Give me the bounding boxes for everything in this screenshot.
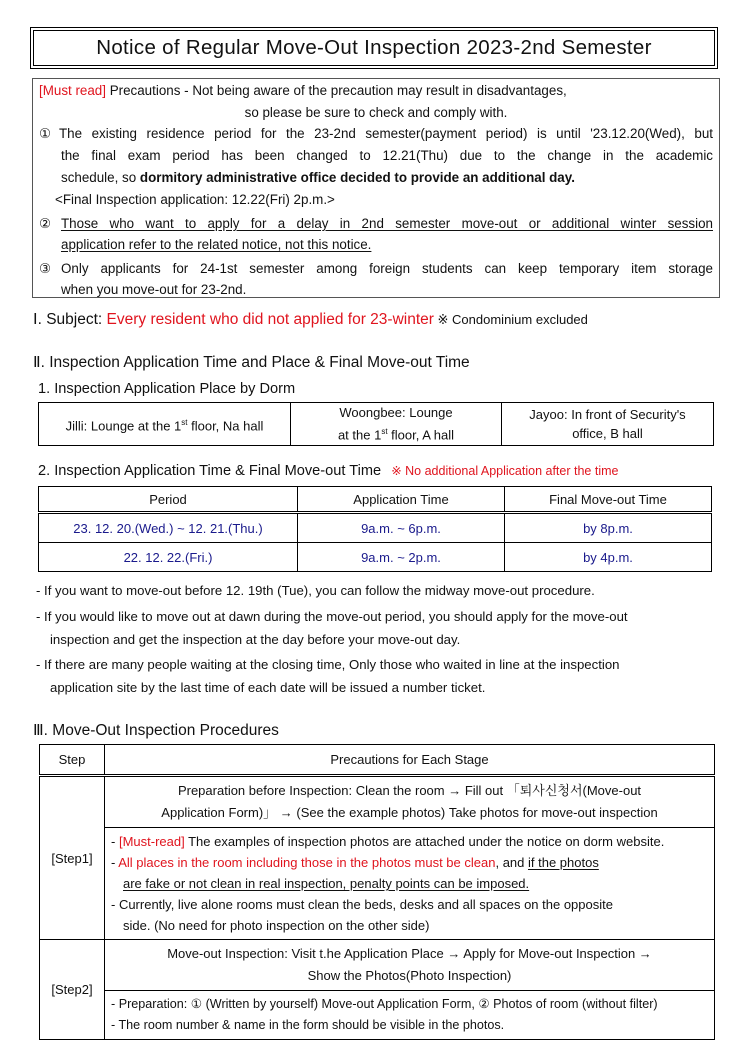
place-jayoo	[502, 403, 714, 446]
time-subheading	[38, 463, 618, 479]
step2-bullet-1: - Preparation: ① (Written by yourself) Move-out Application Form, ② Photos of room (without filter)	[111, 997, 658, 1011]
bullet-waiting-line1: - If there are many people waiting at the closing time, Only those who waited in line at the inspection	[36, 657, 620, 672]
place-woongbee-line1: Woongbee: Lounge	[339, 405, 453, 421]
item3-line1: Only applicants for 24-1st semester among foreign students can keep temporary item storage	[61, 261, 713, 276]
place-jilli-text-2: floor, Na hall	[187, 418, 264, 434]
procedures-header	[40, 745, 715, 776]
final-inspection-note: <Final Inspection application: 12.22(Fri) 2p.m.>	[55, 192, 335, 207]
header-application-time: Application Time	[298, 487, 505, 513]
precautions-intro	[39, 80, 713, 102]
step2-label: [Step2]	[40, 940, 105, 1040]
header-step: Step	[40, 745, 105, 776]
item3-marker: ③	[39, 261, 52, 276]
step1-head	[105, 776, 715, 828]
bullet-dawn-line1: - If you would like to move out at dawn during the move-out period, you should apply for the move-out	[36, 609, 628, 624]
item1-line3-bold: dormitory administrative office decided to provide an additional day.	[139, 170, 575, 185]
time-subheading-text: 2. Inspection Application Time & Final Move-out Time	[38, 463, 382, 479]
step2-row	[40, 940, 715, 991]
item1-line1: The existing residence period for the 23-2nd semester(payment period) is until '23.12.20(Wed), but	[59, 126, 713, 141]
precautions-box	[32, 78, 720, 298]
item2-marker: ②	[39, 216, 52, 231]
step1-bullet-1-text: The examples of inspection photos are attached under the notice on dorm website.	[184, 834, 665, 849]
time-table	[38, 486, 712, 572]
place-woongbee-line2: at the 1	[337, 427, 382, 443]
section1-label: Subject:	[41, 311, 107, 328]
period-cell: 23. 12. 20.(Wed.) ~ 12. 21.(Thu.)	[39, 513, 298, 543]
section2-heading: Ⅱ. Inspection Application Time and Place & Final Move-out Time	[33, 354, 470, 371]
page-title: Notice of Regular Move-Out Inspection 2023-2nd Semester	[33, 30, 715, 66]
item2-line2: application refer to the related notice, not this notice.	[61, 237, 372, 252]
time-table-header	[39, 487, 712, 513]
item1-line3	[61, 167, 713, 189]
table-row	[39, 543, 712, 572]
step1-bullet-3-line1: - Currently, live alone rooms must clean the beds, desks and all spaces on the opposite	[111, 897, 613, 912]
final-time-cell: by 4p.m.	[505, 543, 712, 572]
subject-text: Every resident who did not applied for 23-winter	[106, 311, 434, 328]
header-precautions: Precautions for Each Stage	[105, 745, 715, 776]
item1-line3-a: schedule, so	[61, 170, 140, 185]
step1-bullet-3-line2: side. (No need for photo inspection on the other side)	[123, 918, 430, 933]
step1-details	[105, 828, 715, 940]
item2-line1: Those who want to apply for a delay in 2nd semester move-out or additional winter session	[61, 216, 713, 231]
period-cell: 22. 12. 22.(Fri.)	[39, 543, 298, 572]
place-jayoo-line2: office, B hall	[572, 426, 643, 441]
application-time-cell: 9a.m. ~ 6p.m.	[298, 513, 505, 543]
place-jilli-text: Jilli: Lounge at the 1	[65, 418, 182, 434]
place-woongbee-sup: st	[381, 427, 388, 437]
bullet-midway-text: - If you want to move-out before 12. 19th (Tue), you can follow the midway move-out procedure.	[36, 583, 595, 598]
step1-label: [Step1]	[40, 776, 105, 940]
section3-heading: Ⅲ. Move-Out Inspection Procedures	[33, 722, 279, 739]
place-jilli-sup: st	[181, 417, 188, 427]
precautions-intro-text: Precautions - Not being aware of the precaution may result in disadvantages,	[105, 83, 567, 98]
procedures-table	[39, 744, 715, 1040]
place-jayoo-line1: Jayoo: In front of Security's	[529, 407, 686, 422]
bullet-waiting	[36, 654, 722, 699]
no-additional-note: ※ No additional Application after the time	[391, 464, 619, 478]
section1-numeral: Ⅰ.	[33, 311, 42, 328]
step2-head-line1: Move-out Inspection: Visit t.he Application Place → Apply for Move-out Inspection →	[167, 946, 652, 961]
dash: -	[111, 855, 119, 870]
section1-subject	[33, 310, 588, 329]
place-woongbee	[291, 403, 502, 446]
bullet-dawn-line2: inspection and get the inspection at the day before your move-out day.	[50, 631, 461, 647]
penalty-warning-1: if the photos	[528, 855, 599, 870]
step2-details	[105, 991, 715, 1040]
must-read-tag: [Must-read]	[118, 834, 185, 849]
precautions-intro-2: so please be sure to check and comply with.	[244, 105, 508, 120]
place-woongbee-line2b: floor, A hall	[387, 427, 455, 443]
bullet-midway	[36, 580, 722, 603]
condominium-note: ※ Condominium excluded	[433, 312, 588, 327]
dash: -	[111, 834, 119, 849]
bullet-waiting-line2: application site by the last time of each date will be issued a number ticket.	[50, 679, 486, 695]
step1-row	[40, 776, 715, 828]
place-jilli	[39, 403, 291, 446]
step1-bullet-2	[111, 852, 708, 894]
step1-details-row	[40, 828, 715, 940]
must-read-tag: [Must read]	[39, 83, 106, 98]
item3-line2: when you move-out for 23-2nd.	[61, 282, 247, 297]
item1-line2: the final exam period has been changed to 12.21(Thu) due to the change in the academic	[61, 148, 713, 163]
clean-requirement: All places in the room including those in the photos must be clean	[118, 855, 496, 870]
step2-head	[105, 940, 715, 991]
final-time-cell: by 8p.m.	[505, 513, 712, 543]
header-period: Period	[39, 487, 298, 513]
title-box	[30, 27, 718, 69]
bullet-dawn	[36, 606, 722, 651]
step2-details-row	[40, 991, 715, 1040]
application-time-cell: 9a.m. ~ 2p.m.	[298, 543, 505, 572]
step1-bullet-1	[111, 831, 708, 852]
step1-head-line1: Preparation before Inspection: Clean the room → Fill out 「퇴사신청서(Move-out	[177, 783, 642, 798]
step2-head-line2: Show the Photos(Photo Inspection)	[307, 968, 512, 983]
step2-bullet-2: - The room number & name in the form should be visible in the photos.	[111, 1018, 505, 1032]
place-subheading: 1. Inspection Application Place by Dorm	[38, 381, 296, 397]
table-row	[39, 513, 712, 543]
step1-bullet-3	[111, 894, 708, 936]
header-final-time: Final Move-out Time	[505, 487, 712, 513]
step1-bullet-2-mid: , and	[495, 855, 528, 870]
place-table	[38, 402, 714, 446]
item1-marker: ①	[39, 126, 52, 141]
penalty-warning-2: are fake or not clean in real inspection, penalty points can be imposed.	[123, 876, 530, 891]
step1-head-line2: Application Form)」 → (See the example photos) Take photos for move-out inspection	[161, 805, 658, 820]
